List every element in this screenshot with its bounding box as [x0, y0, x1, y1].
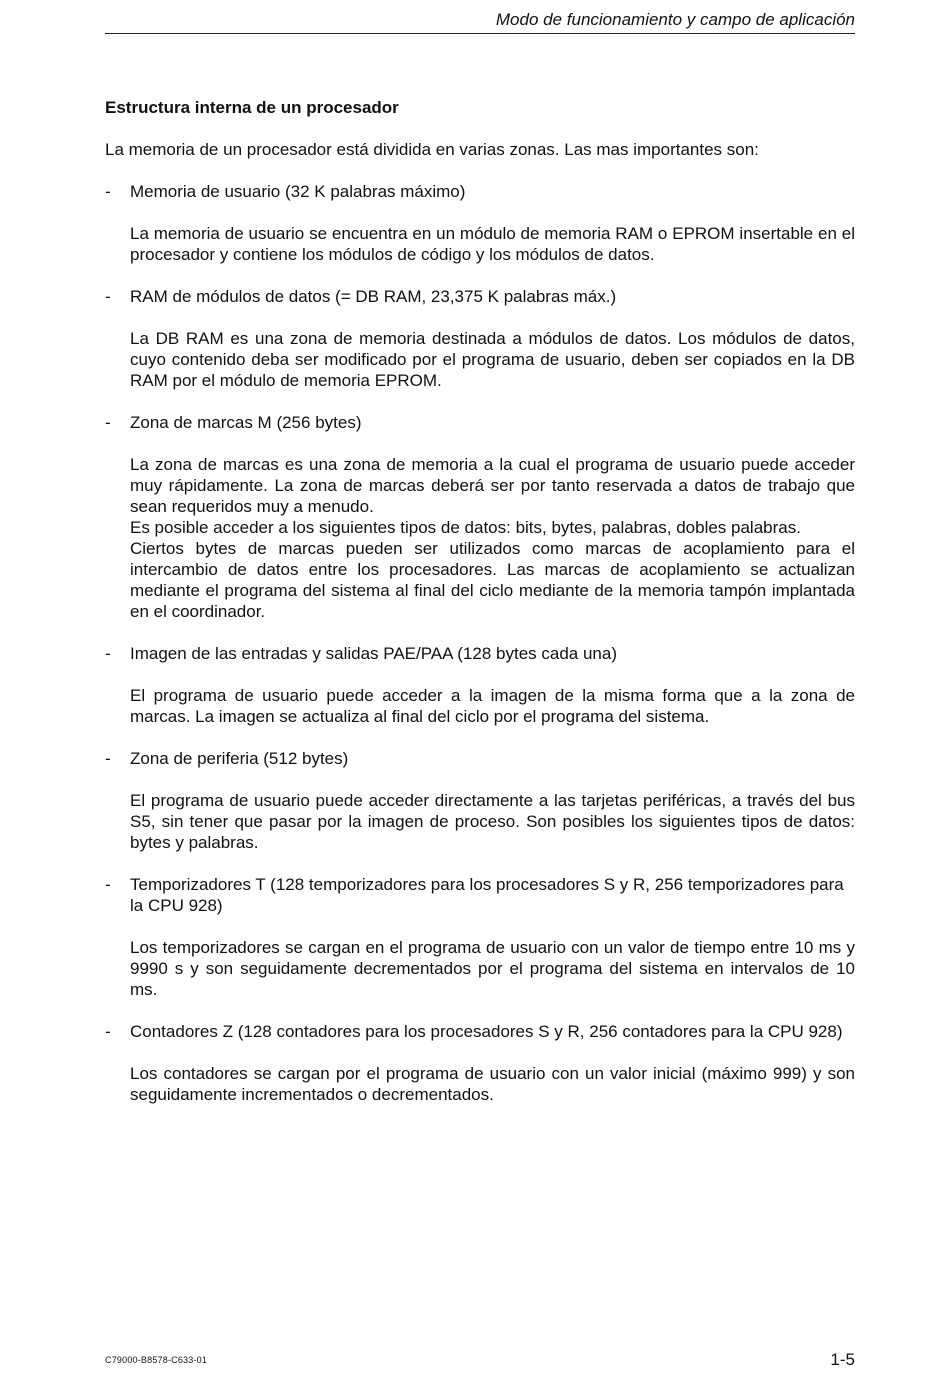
item-title: Imagen de las entradas y salidas PAE/PAA (128 bytes cada una)	[130, 644, 617, 663]
item-description	[130, 223, 855, 265]
list-item	[105, 748, 855, 853]
bullet-dash: -	[105, 749, 111, 768]
item-description	[130, 685, 855, 727]
item-title: Memoria de usuario (32 K palabras máximo)	[130, 182, 466, 201]
item-paragraph: El programa de usuario puede acceder directamente a las tarjetas periféricas, a través del bus S5, sin tener que pasar por la imagen de proceso. Son posibles los siguientes tipos de datos: bytes y palabras.	[130, 791, 855, 852]
item-title: Contadores Z (128 contadores para los procesadores S y R, 256 contadores para la CPU 928)	[130, 1022, 843, 1041]
item-title: RAM de módulos de datos (= DB RAM, 23,375 K palabras máx.)	[130, 287, 617, 306]
main-content	[105, 97, 855, 1126]
item-title: Temporizadores T (128 temporizadores para los procesadores S y R, 256 temporizadores para la CPU 928)	[130, 875, 844, 915]
page-number: 1-5	[830, 1350, 855, 1369]
header-title: Modo de funcionamiento y campo de aplicación	[495, 10, 855, 29]
section-title: Estructura interna de un procesador	[105, 98, 399, 117]
bullet-dash: -	[105, 1022, 111, 1041]
bullet-dash: -	[105, 875, 111, 894]
list-item	[105, 874, 855, 1000]
item-list	[105, 181, 855, 1105]
list-item	[105, 643, 855, 727]
section-intro: La memoria de un procesador está dividida en varias zonas. Las mas importantes son:	[105, 140, 759, 159]
item-title: Zona de marcas M (256 bytes)	[130, 413, 362, 432]
item-paragraph: La DB RAM es una zona de memoria destinada a módulos de datos. Los módulos de datos, cuyo contenido deba ser modificado por el programa de usuario, deben ser copiados en la DB RAM por el módulo de memoria EPROM.	[130, 329, 855, 390]
item-paragraph: Ciertos bytes de marcas pueden ser utilizados como marcas de acoplamiento para el intercambio de datos entre los procesadores. Las marcas de acoplamiento se actualizan mediante el programa del sistema al final del ciclo mediante de la memoria tampón implantada en el coordinador.	[130, 539, 855, 621]
item-description	[130, 937, 855, 1000]
item-paragraph: Es posible acceder a los siguientes tipos de datos: bits, bytes, palabras, dobles palabras.	[130, 518, 801, 537]
item-paragraph: Los contadores se cargan por el programa de usuario con un valor inicial (máximo 999) y son seguidamente incrementados o decrementados.	[130, 1064, 855, 1104]
document-code: C79000-B8578-C633-01	[105, 1355, 208, 1365]
item-paragraph: El programa de usuario puede acceder a la imagen de la misma forma que a la zona de marcas. La imagen se actualiza al final del ciclo por el programa del sistema.	[130, 686, 855, 726]
item-paragraph: Los temporizadores se cargan en el programa de usuario con un valor de tiempo entre 10 ms y 9990 s y son seguidamente decrementados por el programa del sistema en intervalos de 10 ms.	[130, 938, 855, 999]
list-item	[105, 1021, 855, 1105]
item-description	[130, 328, 855, 391]
item-description	[130, 1063, 855, 1105]
list-item	[105, 181, 855, 265]
list-item	[105, 286, 855, 391]
item-paragraph: La zona de marcas es una zona de memoria a la cual el programa de usuario puede acceder muy rápidamente. La zona de marcas deberá ser por tanto reservada a datos de trabajo que sean requeridos muy a menudo.	[130, 455, 855, 516]
item-description	[130, 790, 855, 853]
bullet-dash: -	[105, 413, 111, 432]
item-paragraph: La memoria de usuario se encuentra en un módulo de memoria RAM o EPROM insertable en el procesador y contiene los módulos de código y los módulos de datos.	[130, 224, 855, 264]
page-header	[105, 10, 855, 34]
list-item	[105, 412, 855, 622]
bullet-dash: -	[105, 644, 111, 663]
item-title: Zona de periferia (512 bytes)	[130, 749, 349, 768]
bullet-dash: -	[105, 287, 111, 306]
item-description	[130, 454, 855, 622]
bullet-dash: -	[105, 182, 111, 201]
